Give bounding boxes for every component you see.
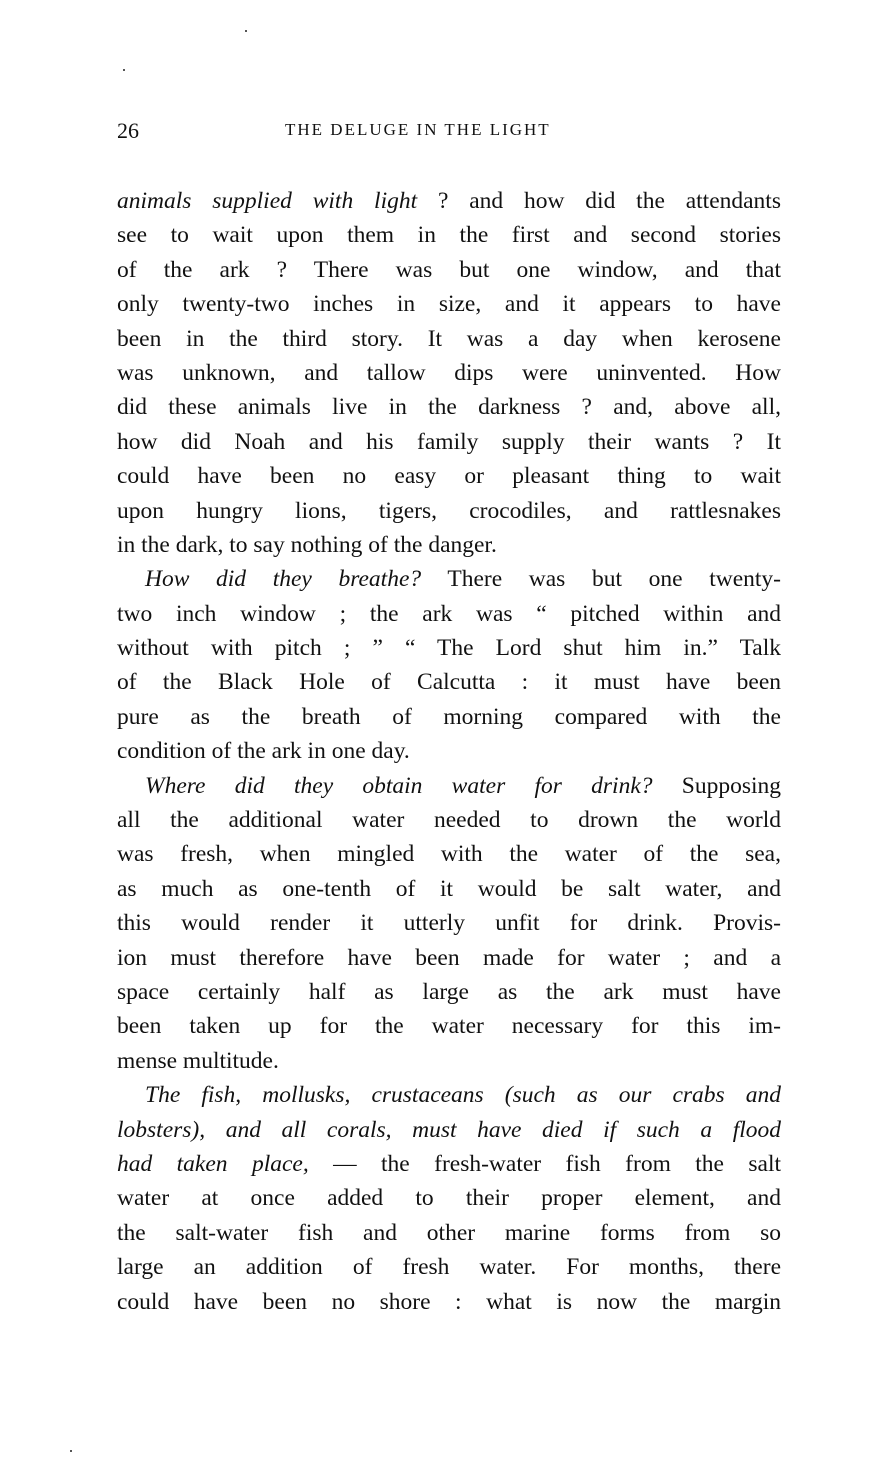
running-head (117, 118, 781, 154)
line-text: Supposing (652, 772, 781, 799)
text-line: The fish, mollusks, crustaceans (such as our crabs and (145, 1082, 781, 1109)
paragraph-2 (117, 562, 781, 768)
text-line: without with pitch ; ” “ The Lord shut him in.” Talk (117, 635, 781, 662)
text-line: of the Black Hole of Calcutta : it must have been (117, 669, 781, 696)
text-line (117, 184, 781, 218)
italic-phrase: How did they breathe? (145, 566, 422, 593)
text-line (117, 769, 781, 803)
text-line: this would render it utterly unfit for drink. Provis- (117, 910, 781, 937)
text-line: could have been no shore : what is now the margin (117, 1288, 781, 1315)
text-line (117, 562, 781, 596)
text-line: been taken up for the water necessary for this im- (117, 1013, 781, 1040)
paragraph-1 (117, 184, 781, 562)
text-line: was fresh, when mingled with the water of the sea, (117, 841, 781, 868)
book-page (117, 118, 781, 1319)
italic-phrase: Where did they obtain water for drink? (145, 772, 653, 799)
text-line: the salt-water fish and other marine forms from so (117, 1219, 781, 1246)
text-line: mense multitude. (117, 1047, 279, 1074)
scan-speck (123, 69, 125, 71)
italic-phrase: had taken place, (117, 1150, 309, 1177)
text-line: pure as the breath of morning compared with the (117, 703, 781, 730)
text-line: two inch window ; the ark was “ pitched within and (117, 600, 781, 627)
text-line: been in the third story. It was a day when kerosene (117, 325, 781, 352)
text-line: upon hungry lions, tigers, crocodiles, and rattlesnakes (117, 497, 781, 524)
line-text: ? and how did the attendants (417, 188, 781, 214)
italic-phrase: animals supplied with light (117, 188, 418, 214)
text-line: did these animals live in the darkness ? and, above all, (117, 394, 781, 421)
body-text (117, 184, 781, 1319)
line-text: There was but one twenty- (421, 566, 781, 593)
scan-speck (70, 1450, 72, 1452)
text-line: ion must therefore have been made for water ; and a (117, 944, 781, 971)
text-line: could have been no easy or pleasant thing to wait (117, 463, 781, 490)
text-line: space certainly half as large as the ark must have (117, 978, 781, 1005)
paragraph-4 (117, 1078, 781, 1319)
running-head-title: THE DELUGE IN THE LIGHT (285, 120, 551, 139)
text-line: water at once added to their proper element, and (117, 1185, 781, 1212)
paragraph-3 (117, 769, 781, 1079)
text-line: of the ark ? There was but one window, and that (117, 256, 781, 283)
text-line: condition of the ark in one day. (117, 738, 410, 765)
text-line: in the dark, to say nothing of the danger. (117, 531, 497, 558)
text-line: how did Noah and his family supply their wants ? It (117, 428, 781, 455)
text-line: was unknown, and tallow dips were uninvented. How (117, 359, 781, 386)
text-line: large an addition of fresh water. For months, there (117, 1254, 781, 1281)
text-line (117, 1147, 781, 1181)
line-text: — the fresh-water fish from the salt (308, 1150, 781, 1177)
scan-speck (245, 30, 247, 32)
page-number: 26 (117, 118, 139, 143)
text-line: as much as one-tenth of it would be salt water, and (117, 875, 781, 902)
text-line: only twenty-two inches in size, and it appears to have (117, 291, 781, 318)
text-line: lobsters), and all corals, must have died if such a flood (117, 1116, 781, 1143)
text-line: all the additional water needed to drown the world (117, 807, 781, 834)
text-line: see to wait upon them in the first and second stories (117, 222, 781, 249)
